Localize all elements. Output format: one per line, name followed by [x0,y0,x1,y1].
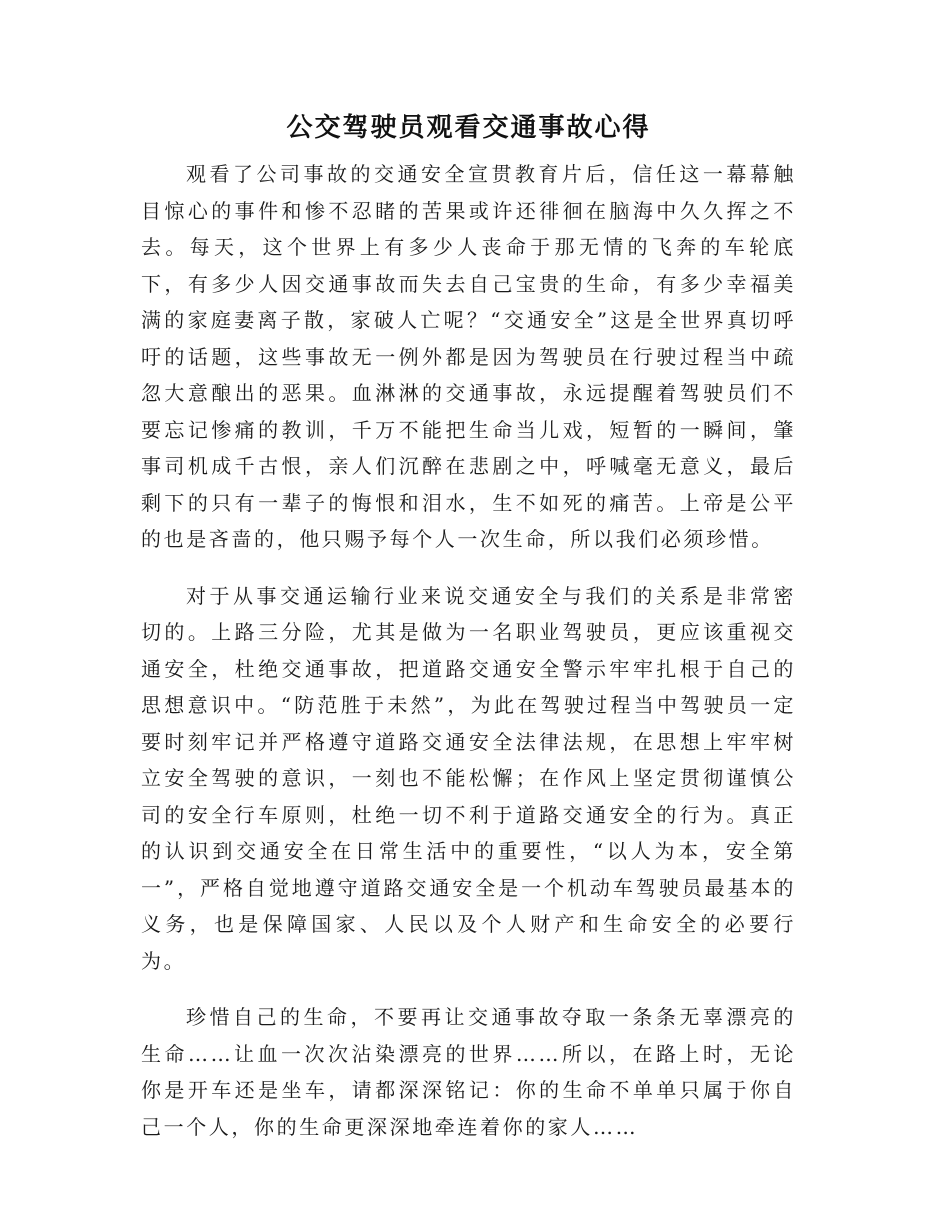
document-title: 公交驾驶员观看交通事故心得 [286,113,651,143]
paragraph-2: 对于从事交通运输行业来说交通安全与我们的关系是非常密切的。上路三分险，尤其是做为一名职业驾驶员，更应该重视交通安全，杜绝交通事故，把道路交通安全警示牢牢扎根于自己的思想意识中。“防范胜于未然”，为此在驾驶过程当中驾驶员一定要时刻牢记并严格遵守道路交通安全法律法规，在思想上牢牢树立安全驾驶的意识，一刻也不能松懈；在作风上坚定贯彻谨慎公司的安全行车原则，杜绝一切不利于道路交通安全的行为。真正的认识到交通安全在日常生活中的重要性，“以人为本，安全第一”，严格自觉地遵守道路交通安全是一个机动车驾驶员最基本的义务，也是保障国家、人民以及个人财产和生命安全的必要行为。 [141,583,796,973]
document-page [141,110,796,1165]
paragraph-3: 珍惜自己的生命，不要再让交通事故夺取一条条无辜漂亮的生命……让血一次次沾染漂亮的世界……所以，在路上时，无论你是开车还是坐车，请都深深铭记：你的生命不单单只属于你自己一个人，你的生命更深深地牵连着你的家人…… [141,1005,796,1139]
paragraph-1: 观看了公司事故的交通安全宣贯教育片后，信任这一幕幕触目惊心的事件和惨不忍睹的苦果或许还徘徊在脑海中久久挥之不去。每天，这个世界上有多少人丧命于那无情的飞奔的车轮底下，有多少人因交通事故而失去自己宝贵的生命，有多少幸福美满的家庭妻离子散，家破人亡呢？“交通安全”这是全世界真切呼吁的话题，这些事故无一例外都是因为驾驶员在行驶过程当中疏忽大意酿出的恶果。血淋淋的交通事故，永远提醒着驾驶员们不要忘记惨痛的教训，千万不能把生命当儿戏，短暂的一瞬间，肇事司机成千古恨，亲人们沉醉在悲剧之中，呼喊毫无意义，最后剩下的只有一辈子的悔恨和泪水，生不如死的痛苦。上帝是公平的也是吝啬的，他只赐予每个人一次生命，所以我们必须珍惜。 [141,162,796,551]
